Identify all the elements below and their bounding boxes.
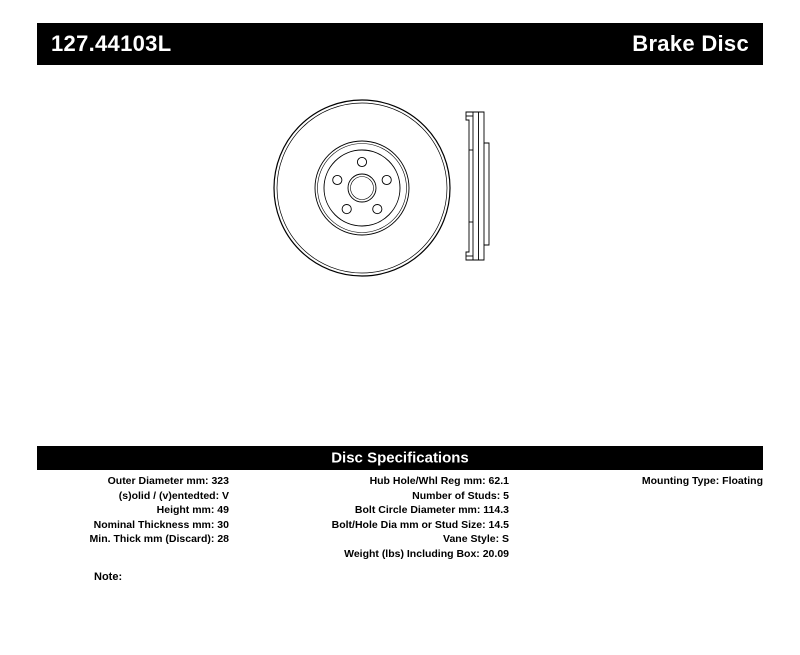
spec-columns [37, 474, 763, 574]
spec-column-left [37, 474, 229, 547]
spec-column-right [527, 474, 763, 489]
spec-item: Nominal Thickness mm: 30 [93, 518, 229, 531]
spec-item: (s)olid / (v)entedted: V [118, 489, 229, 502]
spec-item: Bolt Circle Diameter mm: 114.3 [354, 504, 509, 517]
page-title: Brake Disc [632, 31, 749, 56]
spec-item: Vane Style: S [443, 533, 509, 546]
rotor-face-view [274, 100, 450, 276]
spec-item: Height mm: 49 [156, 504, 229, 517]
spec-column-middle [245, 474, 509, 562]
spec-item: Outer Diameter mm: 323 [107, 475, 229, 487]
rotor-edge-view [466, 112, 489, 260]
spec-section-title: Disc Specifications [331, 449, 469, 467]
header-bar [37, 23, 763, 65]
part-number: 127.44103L [51, 31, 172, 56]
spec-item: Hub Hole/Whl Reg mm: 62.1 [369, 475, 509, 487]
spec-item: Weight (lbs) Including Box: 20.09 [344, 547, 509, 560]
spec-item: Mounting Type: Floating [641, 475, 763, 487]
spec-item: Bolt/Hole Dia mm or Stud Size: 14.5 [331, 518, 509, 531]
brake-disc-drawing [270, 90, 560, 290]
brake-disc-svg [270, 90, 560, 290]
spec-item: Number of Studs: 5 [412, 489, 509, 502]
note-label: Note: [94, 571, 123, 583]
spec-header-bar [37, 446, 763, 470]
spec-item: Min. Thick mm (Discard): 28 [89, 533, 229, 546]
